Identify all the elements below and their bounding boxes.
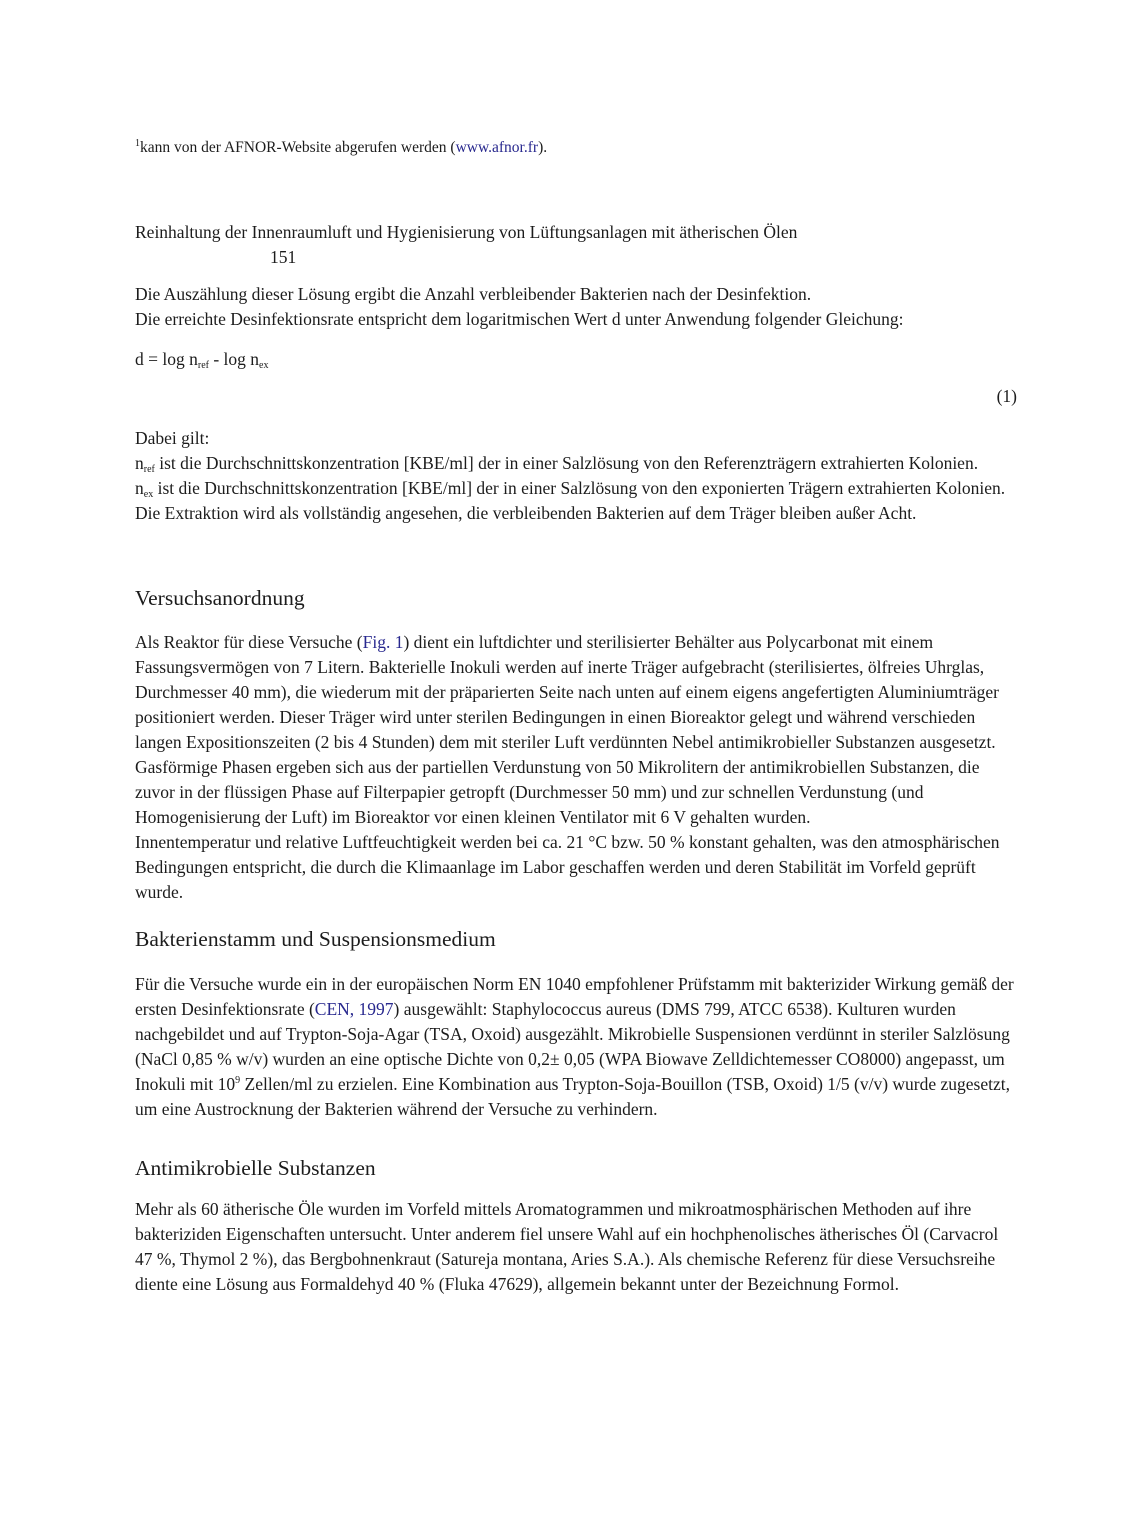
equation-lhs: d = log n: [135, 349, 198, 369]
bakterien-text-mid: ) ausgewählt: Staphylococcus aureus (DMS 799, ATCC 6538). Kulturen wurden nachgebildet und auf Trypton-Soja-Agar (TSA, Oxoid) ausgezählt. Mikrobielle Suspensionen verdünnt in steriler Salzlösung (NaCl 0,85 % w/v) wurden an eine optische Dichte von 0,2± 0,05 (WPA Biowave Zelldichtemesser CO8000) angepasst, um Inokuli mit 10: [135, 999, 1010, 1094]
intro-paragraph: [135, 282, 1017, 332]
cen-1997-link[interactable]: CEN, 1997: [314, 999, 394, 1019]
equation-mid: - log n: [208, 349, 260, 369]
equation: [135, 347, 1017, 372]
definition-nex: [135, 476, 1017, 526]
nex-text: ist die Durchschnittskonzentration [KBE/ml] der in einer Salzlösung von den exponierten Trägern extrahierten Kolonien. Die Extraktion wird als vollständig angesehen, die verbleibenden Bakterien auf dem Träger bleiben außer Acht.: [135, 478, 1006, 523]
heading-bakterienstamm: Bakterienstamm und Suspensionsmedium: [135, 927, 496, 951]
equation-number: (1): [996, 386, 1017, 406]
heading-versuchsanordnung: Versuchsanordnung: [135, 586, 305, 610]
cells-exponent: 9: [235, 1075, 241, 1086]
bakterien-text-end: Zellen/ml zu erzielen. Eine Kombination aus Trypton-Soja-Bouillon (TSB, Oxoid) 1/5 (v/v) wurde zugesetzt, um eine Austrocknung der Bakterien während der Versuche zu verhindern.: [135, 1074, 1011, 1119]
definition-nref: [135, 451, 1017, 476]
running-header: [135, 220, 1017, 270]
nex-var: n: [135, 478, 144, 498]
intro-line-2: Die erreichte Desinfektionsrate entspricht dem logaritmischen Wert d unter Anwendung folgender Gleichung:: [135, 309, 904, 329]
bakterien-text-pre: Für die Versuche wurde ein in der europäischen Norm EN 1040 empfohlener Prüfstamm mit bakterizider Wirkung gemäß der ersten Desinfektionsrate (: [135, 974, 1014, 1019]
versuch-text-pre: Als Reaktor für diese Versuche (: [135, 632, 363, 652]
footnote-marker: 1: [135, 137, 140, 149]
equation-sub-ex: ex: [259, 360, 269, 371]
page-number: 151: [270, 247, 297, 267]
nref-text: ist die Durchschnittskonzentration [KBE/ml] der in einer Salzlösung von den Referenzträgern extrahierten Kolonien.: [154, 453, 979, 473]
definitions-intro: Dabei gilt:: [135, 428, 210, 448]
nref-sub: ref: [143, 464, 155, 475]
heading-antimikrobielle: Antimikrobielle Substanzen: [135, 1156, 376, 1180]
afnor-website-link[interactable]: www.afnor.fr: [455, 139, 539, 156]
nex-sub: ex: [143, 489, 154, 500]
paragraph-bakterienstamm: [135, 972, 1017, 1122]
footnote: [135, 138, 1017, 158]
equation-sub-ref: ref: [197, 360, 209, 371]
definitions: [135, 426, 1017, 526]
fig-1-link[interactable]: Fig. 1: [362, 632, 404, 652]
paragraph-antimikrobielle: Mehr als 60 ätherische Öle wurden im Vorfeld mittels Aromatogrammen und mikroatmosphärischen Methoden auf ihre bakteriziden Eigenschaften untersucht. Unter anderem fiel unsere Wahl auf ein hochphenolisches ätherisches Öl (Carvacrol 47 %, Thymol 2 %), das Bergbohnenkraut (Satureja montana, Aries S.A.). Als chemische Referenz für diese Versuchsreihe diente eine Lösung aus Formaldehyd 40 % (Fluka 47629), allgemein bekannt unter der Bezeichnung Formol.: [135, 1199, 999, 1294]
document-title: Reinhaltung der Innenraumluft und Hygienisierung von Lüftungsanlagen mit ätherischen Ölen: [135, 222, 798, 242]
versuch-text-part1: ) dient ein luftdichter und sterilisierter Behälter aus Polycarbonat mit einem Fassungsvermögen von 7 Litern. Bakterielle Inokuli werden auf inerte Träger aufgebracht (sterilisiertes, ölfreies Uhrglas, Durchmesser 40 mm), die wiederum mit der präparierten Seite nach unten auf einem eigens angefertigten Aluminiumträger positioniert werden. Dieser Träger wird unter sterilen Bedingungen in einen Bioreaktor gelegt und während verschieden langen Expositionszeiten (2 bis 4 Stunden) dem mit steriler Luft verdünnten Nebel antimikrobieller Substanzen ausgesetzt. Gasförmige Phasen ergeben sich aus der partiellen Verdunstung von 50 Mikrolitern der antimikrobiellen Substanzen, die zuvor in der flüssigen Phase auf Filterpapier getropft (Durchmesser 50 mm) und zur schnellen Verdunstung (und Homogenisierung der Luft) im Bioreaktor vor einen kleinen Ventilator mit 6 V gehalten wurden.: [135, 632, 1000, 827]
footnote-text: kann von der AFNOR-Website abgerufen werden (: [140, 139, 456, 156]
footnote-text-end: ).: [538, 139, 548, 156]
versuch-text-part2: Innentemperatur und relative Luftfeuchtigkeit werden bei ca. 21 °C bzw. 50 % konstant gehalten, was den atmosphärischen Bedingungen entspricht, die durch die Klimaanlage im Labor geschaffen werden und deren Stabilität im Vorfeld geprüft wurde.: [135, 832, 1000, 902]
intro-line-1: Die Auszählung dieser Lösung ergibt die Anzahl verbleibender Bakterien nach der Desinfektion.: [135, 284, 812, 304]
paragraph-versuchsanordnung: [135, 630, 1017, 905]
nref-var: n: [135, 453, 144, 473]
